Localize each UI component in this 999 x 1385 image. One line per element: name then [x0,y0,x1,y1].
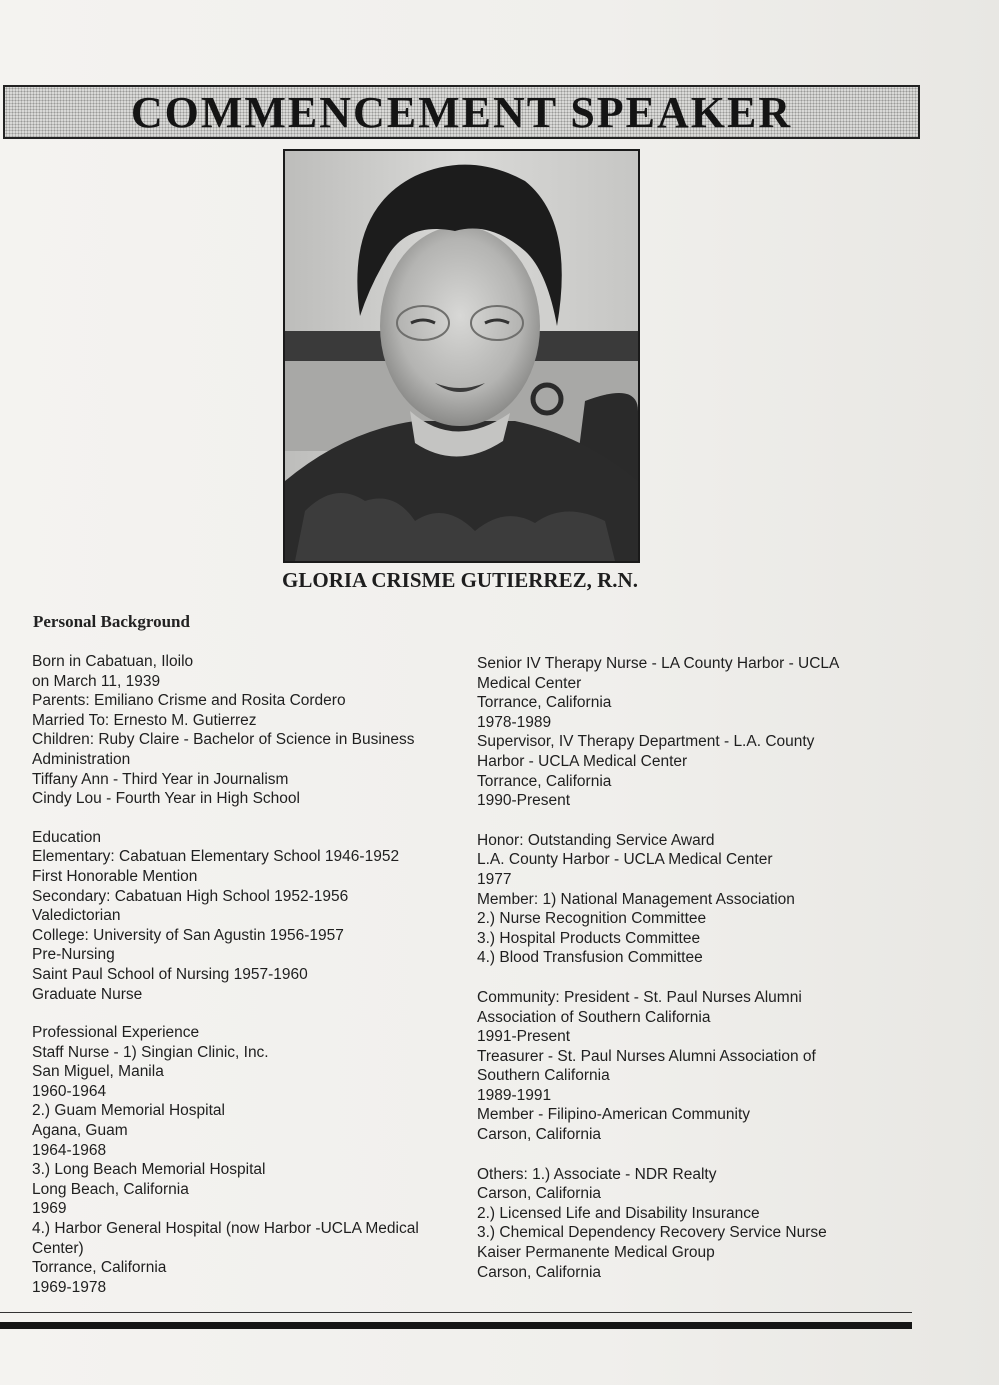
text-line: First Honorable Mention [32,867,198,885]
text-line: Treasurer - St. Paul Nurses Alumni Association of [477,1047,816,1065]
text-line: Association of Southern California [477,1008,711,1026]
text-line: Torrance, California [32,1259,167,1277]
positions-block [477,654,839,811]
text-line: Member - Filipino-American Community [477,1106,751,1124]
text-line: 4.) Harbor General Hospital (now Harbor -UCLA Medical [32,1220,419,1238]
text-line: 4.) Blood Transfusion Committee [477,949,703,967]
text-line: Parents: Emiliano Crisme and Rosita Cordero [32,692,346,710]
title-banner [3,85,920,139]
text-line: Senior IV Therapy Nurse - LA County Harbor - UCLA [477,655,840,672]
text-line: L.A. County Harbor - UCLA Medical Center [477,851,773,869]
text-line: Elementary: Cabatuan Elementary School 1946-1952 [32,848,400,866]
education-block [32,828,419,1004]
text-line: Southern California [477,1067,610,1085]
text-line: Tiffany Ann - Third Year in Journalism [32,770,289,788]
text-line: 3.) Chemical Dependency Recovery Service Nurse [477,1224,827,1242]
text-line: San Miguel, Manila [32,1063,164,1081]
text-line: 1991-Present [477,1028,571,1046]
text-line: Secondary: Cabatuan High School 1952-1956 [32,887,349,905]
text-line: Torrance, California [477,694,612,712]
text-line: 3.) Long Beach Memorial Hospital [32,1161,266,1179]
right-column [477,654,839,1282]
text-line: 3.) Hospital Products Committee [477,929,701,947]
text-line: Long Beach, California [32,1180,189,1198]
speaker-portrait-photo [283,149,640,563]
text-line: Born in Cabatuan, Iloilo [32,653,194,670]
text-line: Cindy Lou - Fourth Year in High School [32,790,300,808]
text-line: Graduate Nurse [32,985,143,1003]
text-line: Pre-Nursing [32,946,115,964]
text-line: Administration [32,750,131,768]
footer-divider-thick [0,1322,912,1329]
text-line: on March 11, 1939 [32,672,161,690]
text-line: Children: Ruby Claire - Bachelor of Science in Business [32,731,415,749]
text-line: Married To: Ernesto M. Gutierrez [32,711,257,729]
text-line: 2.) Licensed Life and Disability Insurance [477,1204,760,1222]
text-line: Education [32,828,101,846]
text-line: 1989-1991 [477,1086,552,1104]
text-line: 1990-Present [477,792,571,810]
text-line: 1969 [32,1200,67,1218]
text-line: Kaiser Permanente Medical Group [477,1244,715,1262]
experience-block [32,1023,419,1297]
text-line: 2.) Nurse Recognition Committee [477,910,707,928]
text-line: Agana, Guam [32,1122,128,1140]
text-line: Carson, California [477,1185,602,1203]
text-line: Carson, California [477,1126,602,1144]
text-line: Supervisor, IV Therapy Department - L.A. County [477,733,815,751]
text-line: Professional Experience [32,1024,200,1042]
footer-divider-thin [0,1312,912,1313]
text-line: Others: 1.) Associate - NDR Realty [477,1165,717,1183]
personal-details-block [32,652,419,809]
text-line: College: University of San Agustin 1956-1957 [32,926,344,944]
text-line: Center) [32,1239,84,1257]
text-line: 1964-1968 [32,1141,107,1159]
text-line: Honor: Outstanding Service Award [477,831,715,849]
others-block [477,1165,839,1283]
text-line: 2.) Guam Memorial Hospital [32,1102,225,1120]
text-line: Staff Nurse - 1) Singian Clinic, Inc. [32,1043,269,1061]
banner-title: COMMENCEMENT SPEAKER [130,88,793,137]
text-line: Valedictorian [32,907,121,925]
text-line: Saint Paul School of Nursing 1957-1960 [32,965,308,983]
left-column [32,652,419,1297]
text-line: Community: President - St. Paul Nurses Alumni [477,988,802,1006]
text-line: 1960-1964 [32,1082,107,1100]
text-line: Torrance, California [477,772,612,790]
text-line: 1978-1989 [477,713,552,731]
text-line: Harbor - UCLA Medical Center [477,752,688,770]
text-line: 1977 [477,870,512,888]
text-line: 1969-1978 [32,1278,107,1296]
text-line: Carson, California [477,1263,602,1281]
text-line: Medical Center [477,674,582,692]
honors-block [477,831,839,968]
community-block [477,988,839,1145]
speaker-name: GLORIA CRISME GUTIERREZ, R.N. [282,568,638,592]
personal-background-heading: Personal Background [33,612,190,631]
text-line: Member: 1) National Management Association [477,890,795,908]
